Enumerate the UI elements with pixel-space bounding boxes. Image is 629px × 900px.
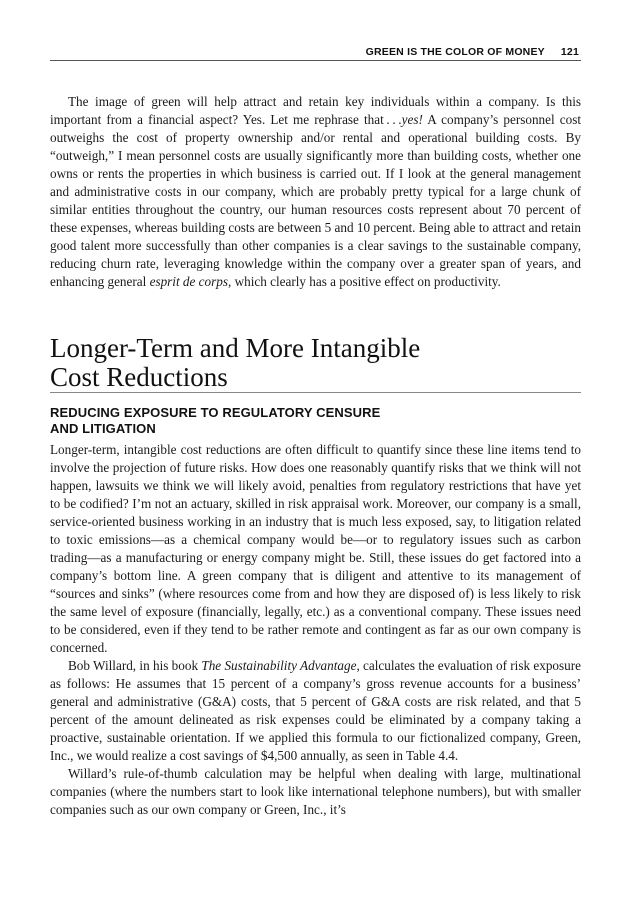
section-title-rule xyxy=(50,392,581,393)
esprit-de-corps-emphasis: esprit de corps xyxy=(149,274,228,289)
subhead-line-2: AND LITIGATION xyxy=(50,421,156,436)
header-rule xyxy=(50,60,581,61)
section-title-line-2: Cost Reductions xyxy=(50,362,228,392)
willard-text-start: Bob Willard, in his book xyxy=(68,658,202,673)
intro-text-end: , which clearly has a positive effect on productivity. xyxy=(227,274,501,289)
intro-text-middle: A company’s personnel cost outweighs the cost of property ownership and/or rental and operational building costs. By “outweigh,” I mean personnel costs are usually significantly more than building costs, whether one owns or rents the properties in which business is carried out. If I look at the general management and administrative costs in our company, which are probably pretty typical for a large chunk of similar entities throughout the country, our human resources costs represent about 70 percent of these expenses, whereas building costs are between 5 and 10 percent. Being able to attract and retain good talent more successfully than other companies is a clear savings to the sustainable company, reducing churn rate, leveraging knowledge within the company over a greater span of years, and enhancing general xyxy=(50,112,581,289)
intro-paragraph xyxy=(50,93,581,291)
risk-paragraph: Longer-term, intangible cost reductions are often difficult to quantify since these line items tend to involve the projection of future risks. How does one reasonably quantify risks that we think will not happen, lawsuits we think we will likely avoid, penalties from regulatory restrictions that have yet to be codified? I’m not an actuary, skilled in risk appraisal work. Moreover, our company is a small, service-oriented business working in an industry that is much less exposed, say, to litigation related to toxic emissions—as a chemical company would be—or to regulatory issues such as carbon trading—as a manufacturing or energy company might be. Still, these issues do get factored into a company’s bottom line. A green company that is diligent and attentive to its management of “sources and sinks” (where resources come from and how they are disposed of) is less likely to risk the same level of exposure (financially, legally, etc.) as a conventional company. These issues need to be considered, even if they tend to be rather remote and contingent as far as our own company is concerned. xyxy=(50,442,581,655)
book-title: The Sustainability Advantage xyxy=(201,658,357,673)
intro-text-start: The image of green will help attract and retain key individuals within a company. Is this important from a financial aspect? Yes. Let me rephrase that . . . xyxy=(50,94,581,127)
rule-of-thumb-paragraph: Willard’s rule-of-thumb calculation may be helpful when dealing with large, multinational companies (where the numbers start to look like international telephone numbers), but with smaller companies such as our own company or Green, Inc., it’s xyxy=(50,766,581,817)
intro-emphasis: yes! xyxy=(401,112,423,127)
running-head xyxy=(366,46,579,58)
section-title xyxy=(50,334,581,392)
willard-text-end: , calculates the evaluation of risk exposure as follows: He assumes that 15 percent of a company’s gross revenue accounts for a business’ general and administrative (G&A) costs, that 5 percent of G&A costs are risk related, and that 5 percent of the amount delineated as risk expenses could be eliminated by a company taking a proactive, sustainable orientation. If we applied this formula to our fictionalized company, Green, Inc., we would realize a cost savings of $4,500 annually, as seen in Table 4.4. xyxy=(50,658,581,763)
section-title-line-1: Longer-Term and More Intangible xyxy=(50,333,421,363)
willard-paragraph xyxy=(50,657,581,765)
running-title: GREEN IS THE COLOR OF MONEY xyxy=(365,46,545,58)
subsection-heading xyxy=(50,405,581,437)
page-number: 121 xyxy=(560,46,579,58)
subhead-line-1: REDUCING EXPOSURE TO REGULATORY CENSURE xyxy=(50,405,381,420)
section-body xyxy=(50,441,581,819)
